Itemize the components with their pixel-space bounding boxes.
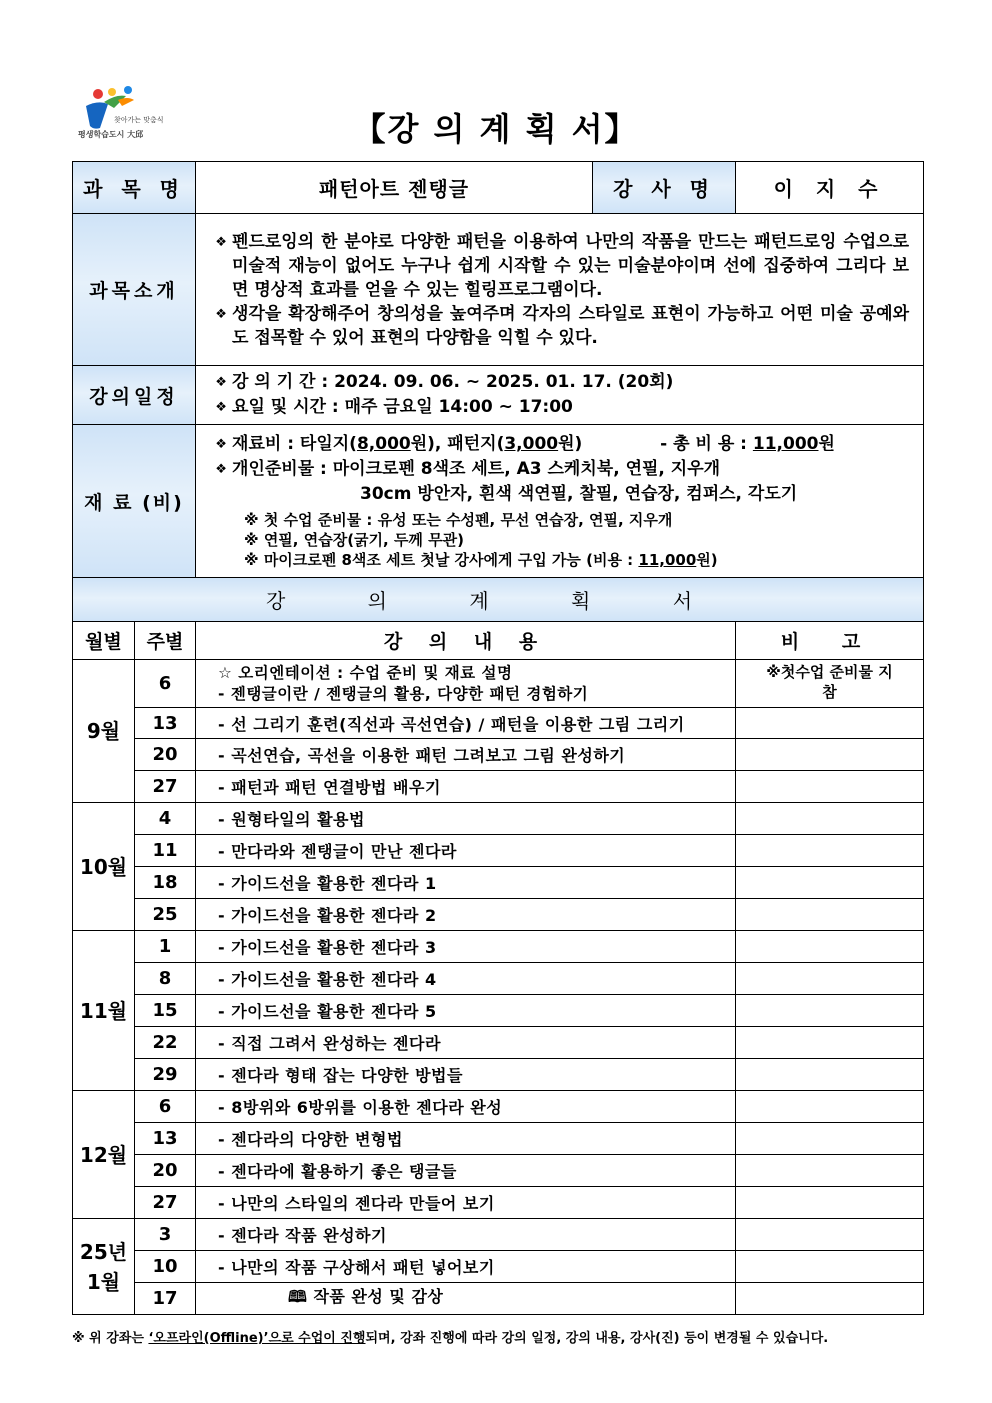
week-cell: 6 — [135, 1091, 196, 1123]
note-cell — [736, 1091, 924, 1123]
month-cell: 9월 — [73, 660, 135, 803]
week-cell: 10 — [135, 1251, 196, 1283]
lesson-content: - 가이드선을 활용한 젠다라 5 — [196, 995, 736, 1027]
lesson-content: - 젠다라 작품 완성하기 — [196, 1219, 736, 1251]
personal-supplies-continued: 30cm 방안자, 흰색 색연필, 찰필, 연습장, 컴퍼스, 각도기 — [360, 484, 798, 504]
lesson-content: - 젠다라 형태 잡는 다양한 방법들 — [196, 1059, 736, 1091]
week-cell: 22 — [135, 1027, 196, 1059]
note-cell — [736, 899, 924, 931]
lesson-content: ☆ 오리엔테이션 : 수업 준비 및 재료 설명 - 젠탱글이란 / 젠탱글의 활용, 다양한 패턴 경험하기 — [196, 660, 736, 708]
table-row — [73, 867, 924, 899]
page-title: 【강 의 계 획 서】 — [353, 110, 639, 148]
lesson-content: - 직접 그려서 완성하는 젠다라 — [196, 1027, 736, 1059]
first-class-supplies-note: ※ 첫 수업 준비물 : 유성 또는 수성펜, 무선 연습장, 연필, 지우개 — [244, 511, 673, 529]
course-name-label: 과 목 명 — [73, 162, 196, 214]
lesson-content: - 곡선연습, 곡선을 이용한 패턴 그려보고 그림 완성하기 — [196, 739, 736, 771]
week-cell: 11 — [135, 835, 196, 867]
table-row — [73, 835, 924, 867]
week-cell: 4 — [135, 803, 196, 835]
month-cell: 10월 — [73, 803, 135, 931]
week-cell: 18 — [135, 867, 196, 899]
week-cell: 13 — [135, 1123, 196, 1155]
footer-notice: ※ 위 강좌는 ‘오프라인(Offline)’으로 수업이 진행되며, 강좌 진행에 따라 강의 일정, 강의 내용, 강사(진) 등이 변경될 수 있습니다. — [72, 1331, 829, 1346]
table-row — [73, 1027, 924, 1059]
personal-supplies: 개인준비물 : 마이크로펜 8색조 세트, A3 스케치북, 연필, 지우개 — [232, 459, 721, 479]
month-cell: 25년 1월 — [73, 1219, 135, 1315]
col-content: 강 의 내 용 — [196, 622, 736, 660]
table-row — [73, 1187, 924, 1219]
lesson-content: - 선 그리기 훈련(직선과 곡선연습) / 패턴을 이용한 그림 그리기 — [196, 708, 736, 739]
table-row — [73, 931, 924, 963]
offline-notice: ‘오프라인(Offline)’으로 수업이 진행 — [148, 1331, 366, 1346]
materials-content — [196, 425, 924, 578]
col-week: 주별 — [135, 622, 196, 660]
table-row — [73, 1091, 924, 1123]
note-cell — [736, 995, 924, 1027]
course-plan-table — [72, 161, 924, 1315]
lesson-content: - 만다라와 젠탱글이 만난 젠다라 — [196, 835, 736, 867]
materials-label: 재 료 (비) — [73, 425, 196, 578]
logo-tagline: 찾아가는 맞춤식 — [114, 116, 164, 124]
week-cell: 3 — [135, 1219, 196, 1251]
lesson-content: - 8방위와 6방위를 이용한 젠다라 완성 — [196, 1091, 736, 1123]
intro-content — [196, 214, 924, 366]
first-class-note: ※첫수업 준비물 지참 — [736, 660, 924, 708]
schedule-content — [196, 366, 924, 425]
diamond-bullet-icon: ❖ — [215, 306, 227, 322]
table-row — [73, 1283, 924, 1315]
note-cell — [736, 803, 924, 835]
lesson-content: - 나만의 스타일의 젠다라 만들어 보기 — [196, 1187, 736, 1219]
note-cell — [736, 739, 924, 771]
col-month: 월별 — [73, 622, 135, 660]
pen-purchase-note: ※ 마이크로펜 8색조 세트 첫날 강사에게 구입 가능 (비용 : 11,000원) — [244, 551, 718, 569]
lesson-content: - 젠다라의 다양한 변형법 — [196, 1123, 736, 1155]
week-cell: 27 — [135, 771, 196, 803]
lesson-content: - 원형타일의 활용법 — [196, 803, 736, 835]
lesson-content: - 나만의 작품 구상해서 패턴 넣어보기 — [196, 1251, 736, 1283]
diamond-bullet-icon: ❖ — [215, 375, 227, 390]
note-cell — [736, 835, 924, 867]
table-row — [73, 803, 924, 835]
table-row — [73, 1059, 924, 1091]
diamond-bullet-icon: ❖ — [215, 437, 227, 452]
week-cell: 13 — [135, 708, 196, 739]
note-cell — [736, 1187, 924, 1219]
note-cell — [736, 708, 924, 739]
course-name: 패턴아트 젠탱글 — [196, 162, 593, 214]
note-cell — [736, 867, 924, 899]
table-row — [73, 771, 924, 803]
col-note: 비 고 — [736, 622, 924, 660]
lesson-content: - 가이드선을 활용한 젠다라 3 — [196, 931, 736, 963]
week-cell: 15 — [135, 995, 196, 1027]
note-cell — [736, 1059, 924, 1091]
note-cell — [736, 931, 924, 963]
logo-city-name: 평생학습도시 大邱 — [78, 130, 144, 139]
week-cell: 6 — [135, 660, 196, 708]
week-cell: 29 — [135, 1059, 196, 1091]
pencil-note: ※ 연필, 연습장(굵기, 두께 무관) — [244, 531, 464, 549]
week-cell: 8 — [135, 963, 196, 995]
intro-item: ❖ 생각을 확장해주어 창의성을 높여주며 각자의 스타일로 표현이 가능하고 어떤 미술 공예와도 접목할 수 있어 표현의 다양함을 익힐 수 있다. — [210, 302, 909, 350]
note-cell — [736, 1283, 924, 1315]
material-fee: 재료비 : 타일지(8,000원), 패턴지(3,000원) - 총 비 용 : 11,000원 — [232, 434, 835, 454]
total-cost: - 총 비 용 : 11,000원 — [660, 434, 835, 454]
table-row — [73, 995, 924, 1027]
table-row — [73, 1219, 924, 1251]
lesson-content: - 젠다라에 활용하기 좋은 탱글들 — [196, 1155, 736, 1187]
table-row — [73, 1123, 924, 1155]
lesson-content: - 가이드선을 활용한 젠다라 2 — [196, 899, 736, 931]
intro-item: ❖ 펜드로잉의 한 분야로 다양한 패턴을 이용하여 나만의 작품을 만드는 패턴드로잉 수업으로 미술적 재능이 없어도 누구나 쉽게 시작할 수 있는 미술분야이며 선에 집중하여 그리다 보면 명상적 효과를 얻을 수 있는 힐링프로그램이다. — [210, 230, 909, 302]
course-period: 강 의 기 간 : 2024. 09. 06. ~ 2025. 01. 17. (20회) — [232, 372, 674, 392]
table-row — [73, 899, 924, 931]
note-cell — [736, 1219, 924, 1251]
month-cell: 11월 — [73, 931, 135, 1091]
week-cell: 1 — [135, 931, 196, 963]
lesson-content: - 가이드선을 활용한 젠다라 4 — [196, 963, 736, 995]
diamond-bullet-icon: ❖ — [215, 234, 227, 250]
week-cell: 27 — [135, 1187, 196, 1219]
table-row — [73, 660, 924, 708]
table-row — [73, 708, 924, 739]
lesson-content: 🕮 작품 완성 및 감상 — [196, 1283, 736, 1315]
note-cell — [736, 1123, 924, 1155]
note-cell — [736, 1155, 924, 1187]
instructor-name: 이 지 수 — [736, 162, 924, 214]
diamond-bullet-icon: ❖ — [215, 400, 227, 415]
table-row — [73, 1251, 924, 1283]
table-row — [73, 963, 924, 995]
month-cell: 12월 — [73, 1091, 135, 1219]
schedule-label: 강의일정 — [73, 366, 196, 425]
note-cell — [736, 963, 924, 995]
week-cell: 20 — [135, 1155, 196, 1187]
note-cell — [736, 1027, 924, 1059]
lesson-content: - 패턴과 패턴 연결방법 배우기 — [196, 771, 736, 803]
lesson-content: - 가이드선을 활용한 젠다라 1 — [196, 867, 736, 899]
plan-section-title: 강 의 계 획 서 — [73, 578, 924, 622]
week-cell: 25 — [135, 899, 196, 931]
diamond-bullet-icon: ❖ — [215, 462, 227, 477]
week-cell: 20 — [135, 739, 196, 771]
note-cell — [736, 771, 924, 803]
table-row — [73, 1155, 924, 1187]
note-cell — [736, 1251, 924, 1283]
week-cell: 17 — [135, 1283, 196, 1315]
instructor-label: 강 사 명 — [593, 162, 736, 214]
course-time: 요일 및 시간 : 매주 금요일 14:00 ~ 17:00 — [232, 397, 573, 417]
intro-label: 과목소개 — [73, 214, 196, 366]
table-row — [73, 739, 924, 771]
